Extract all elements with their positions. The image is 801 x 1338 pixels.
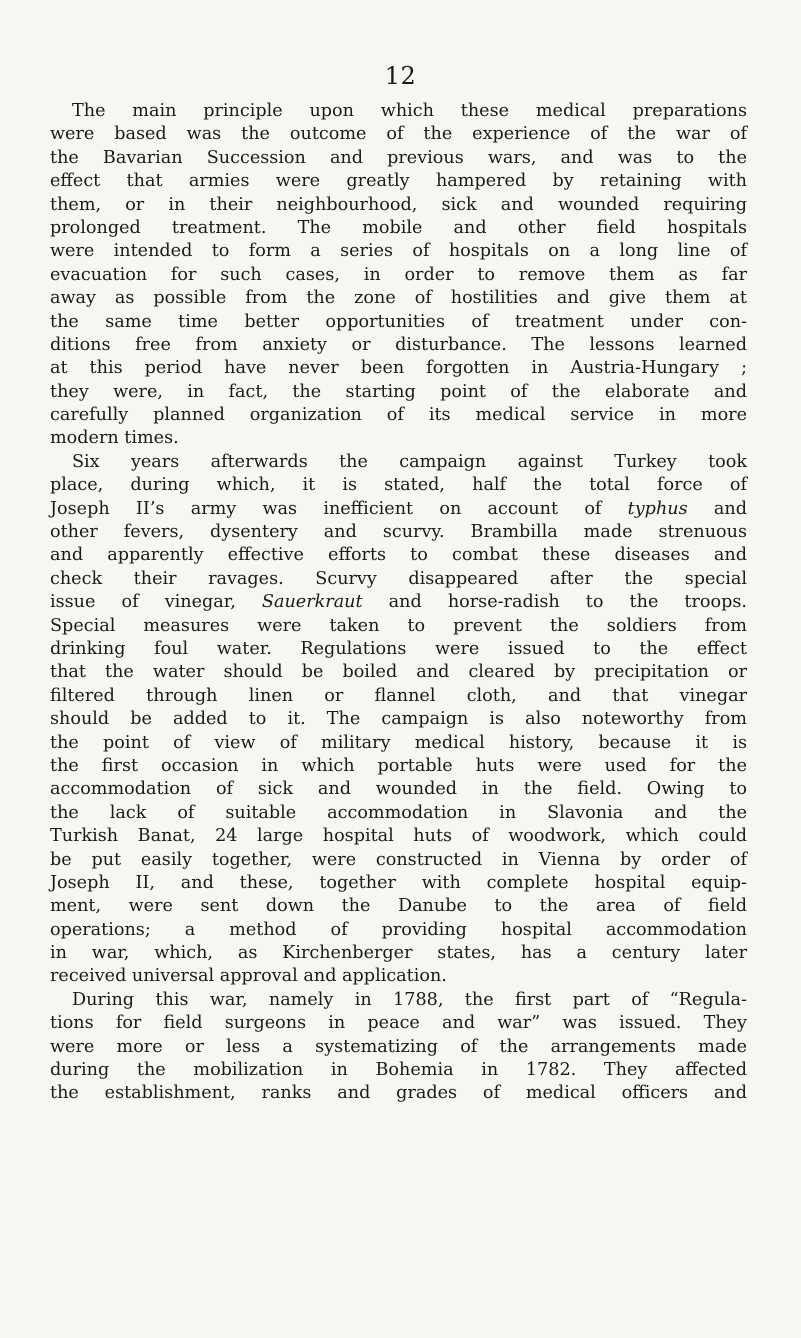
text-line [50,427,747,450]
text-line [50,919,747,942]
text-line [50,638,747,661]
text-line [50,849,747,872]
text-line [50,194,747,217]
body-text [50,100,747,1106]
text-segment: Six years afterwards the campaign against Turkey took [72,451,747,472]
text-line [50,240,747,263]
text-segment: effect that armies were greatly hampered by retaining with [50,171,747,192]
text-line [50,755,747,778]
text-line [50,123,747,146]
text-line [50,451,747,474]
text-segment: drinking foul water. Regulations were issued to the effect [50,638,747,659]
text-segment: were intended to form a series of hospitals on a long line of [50,241,747,262]
text-segment: be put easily together, were constructed in Vienna by order of [50,849,747,870]
text-line [50,334,747,357]
text-line [50,404,747,427]
text-line [50,311,747,334]
text-line [50,217,747,240]
text-segment: modern times. [50,428,179,449]
text-segment: Joseph II’s army was inefficient on account of [50,498,628,519]
text-segment: filtered through linen or flannel cloth, and that vinegar [50,685,747,706]
text-segment: should be added to it. The campaign is also noteworthy from [50,709,747,730]
text-line [50,544,747,567]
italic-term: typhus [627,498,688,519]
page-number: 12 [384,62,417,90]
text-segment: and [687,498,747,519]
text-line [50,147,747,170]
text-line [50,1059,747,1082]
text-line [50,521,747,544]
text-line [50,802,747,825]
text-segment: the establishment, ranks and grades of medical officers and [50,1083,747,1104]
text-segment: the lack of suitable accommodation in Slavonia and the [50,802,747,823]
text-segment: issue of vinegar, [50,592,262,613]
text-segment: them, or in their neighbourhood, sick and wounded requiring [50,194,747,215]
text-segment: they were, in fact, the starting point of the elaborate and [50,381,747,402]
text-segment: check their ravages. Scurvy disappeared after the special [50,568,747,589]
text-segment: tions for field surgeons in peace and war” was issued. They [50,1013,747,1034]
text-segment: away as possible from the zone of hostilities and give them at [50,288,747,309]
text-segment: at this period have never been forgotten in Austria-Hungary ; [50,358,747,379]
text-segment: evacuation for such cases, in order to remove them as far [50,264,747,285]
text-segment: that the water should be boiled and cleared by precipitation or [50,662,747,683]
text-segment: the same time better opportunities of treatment under con- [50,311,747,332]
text-segment: carefully planned organization of its medical service in more [50,405,747,426]
text-segment: the Bavarian Succession and previous wars, and was to the [50,147,747,168]
text-line [50,872,747,895]
text-segment: and horse-radish to the troops. [362,592,747,613]
text-segment: ditions free from anxiety or disturbance. The lessons learned [50,334,747,355]
text-line [50,498,747,521]
text-line [50,568,747,591]
text-segment: Turkish Banat, 24 large hospital huts of woodwork, which could [50,826,747,847]
text-line [50,708,747,731]
text-segment: in war, which, as Kirchenberger states, has a century later [50,943,747,964]
text-line [50,825,747,848]
text-segment: During this war, namely in 1788, the first part of “Regula- [72,989,747,1010]
text-line [50,965,747,988]
text-segment: received universal approval and application. [50,966,447,987]
text-line [50,170,747,193]
text-line [50,381,747,404]
text-line [50,661,747,684]
text-line [50,895,747,918]
text-line [50,989,747,1012]
text-line [50,615,747,638]
text-segment: Joseph II, and these, together with complete hospital equip- [50,872,747,893]
text-segment: prolonged treatment. The mobile and other field hospitals [50,217,747,238]
text-line [50,1012,747,1035]
text-line [50,942,747,965]
text-segment: the point of view of military medical history, because it is [50,732,747,753]
text-line [50,1036,747,1059]
text-segment: were more or less a systematizing of the arrangements made [50,1036,747,1057]
text-line [50,357,747,380]
text-segment: Special measures were taken to prevent the soldiers from [50,615,747,636]
text-line [50,474,747,497]
italic-term: Sauerkraut [261,592,363,613]
text-line [50,264,747,287]
text-line [50,100,747,123]
text-segment: and apparently effective efforts to combat these diseases and [50,545,747,566]
text-line [50,287,747,310]
text-segment: were based was the outcome of the experience of the war of [50,124,747,145]
text-segment: the first occasion in which portable huts were used for the [50,755,747,776]
text-segment: during the mobilization in Bohemia in 1782. They affected [50,1060,747,1081]
text-line [50,1082,747,1105]
text-segment: ment, were sent down the Danube to the area of field [50,896,747,917]
text-line [50,591,747,614]
text-segment: The main principle upon which these medical preparations [72,101,747,121]
text-line [50,732,747,755]
text-segment: other fevers, dysentery and scurvy. Brambilla made strenuous [50,522,747,543]
text-segment: accommodation of sick and wounded in the field. Owing to [50,779,747,800]
text-segment: place, during which, it is stated, half the total force of [50,475,747,496]
text-segment: operations; a method of providing hospital accommodation [50,919,747,940]
text-line [50,685,747,708]
text-line [50,778,747,801]
